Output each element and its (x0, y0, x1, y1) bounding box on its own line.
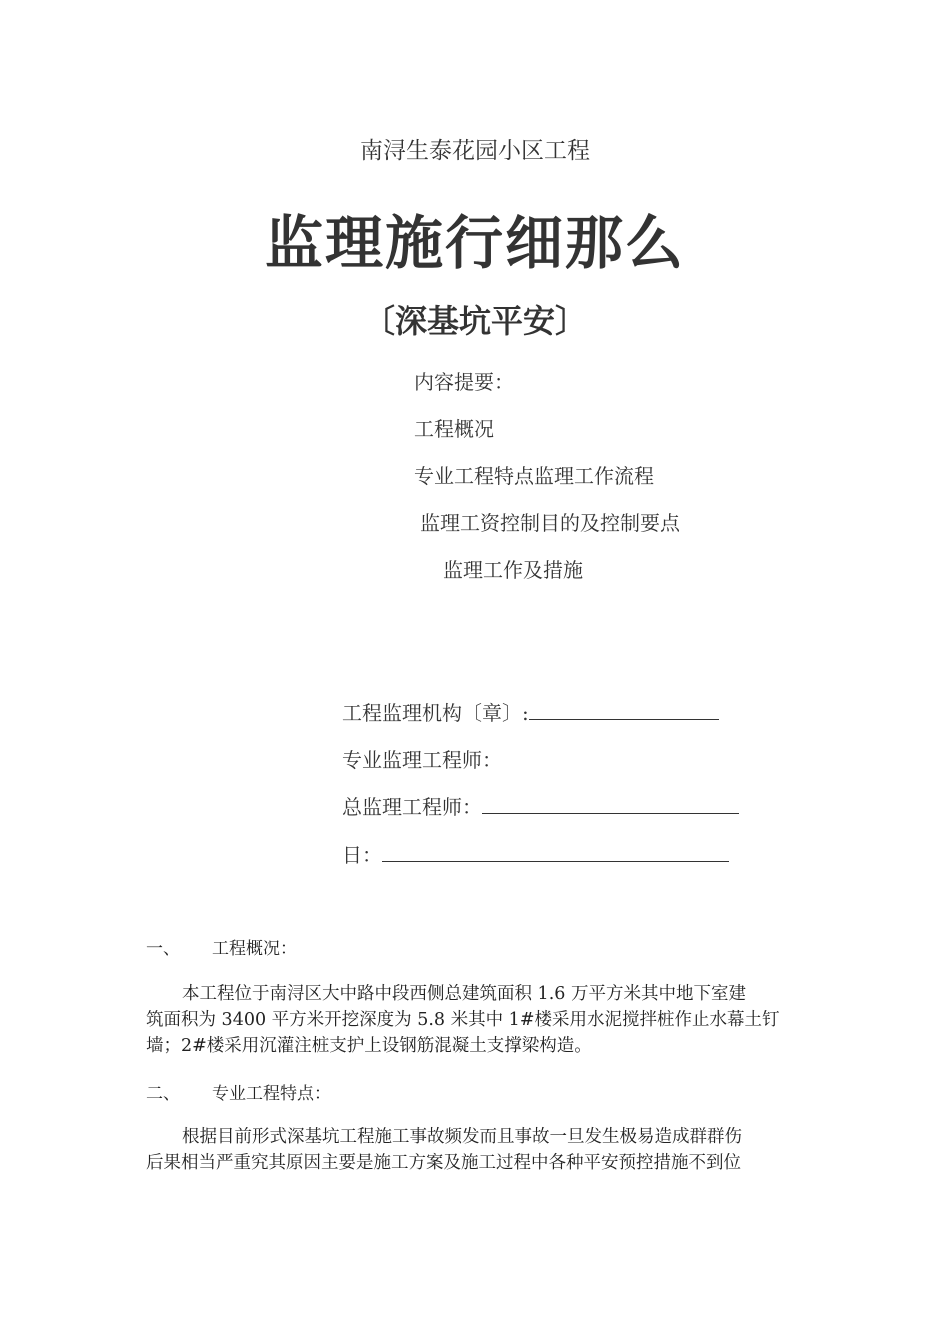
specialist-signature-label: 专业监理工程师： (342, 748, 502, 772)
org-signature-label: 工程监理机构〔章〕: (342, 701, 529, 725)
paragraph-line: 本工程位于南浔区大中路中段西侧总建筑面积 1.6 万平方米其中地下室建 (182, 984, 746, 1004)
paragraph-line: 筑面积为 3400 平方米开挖深度为 5.8 米其中 1#楼采用水泥搅拌桩作止水幕土钉 (146, 1010, 780, 1030)
toc-item: 工程概况 (414, 417, 494, 441)
section-heading: 工程概况： (212, 939, 297, 959)
chief-signature-label: 总监理工程师： (342, 795, 482, 819)
paragraph-line: 根据目前形式深基坑工程施工事故频发而且事故一旦发生极易造成群群伤 (182, 1127, 742, 1147)
paragraph-line: 后果相当严重究其原因主要是施工方案及施工过程中各种平安预控措施不到位 (146, 1153, 741, 1173)
org-signature-line (529, 699, 719, 720)
date-label: 日： (342, 843, 382, 867)
date-line (382, 841, 729, 862)
chief-signature-line (482, 793, 739, 814)
chief-signature-row (342, 791, 739, 820)
document-scope-title: 〔深基坑平安〕 (362, 302, 587, 340)
document-title: 监理施行细那么 (264, 209, 685, 277)
date-row (342, 839, 729, 868)
section-heading: 专业工程特点： (212, 1084, 331, 1104)
section-number: 一、 (146, 939, 180, 959)
section-number: 二、 (146, 1084, 180, 1104)
toc-heading: 内容提要： (414, 370, 514, 394)
project-subtitle: 南浔生泰花园小区工程 (360, 138, 590, 164)
toc-item: 监理工作及措施 (443, 558, 583, 582)
paragraph-line: 墙；2#楼采用沉灌注桩支护上设钢筋混凝土支撑梁构造。 (146, 1036, 592, 1056)
toc-item: 专业工程特点监理工作流程 (414, 464, 654, 488)
org-signature-row (342, 697, 719, 726)
toc-item: 监理工资控制目的及控制要点 (420, 511, 680, 535)
